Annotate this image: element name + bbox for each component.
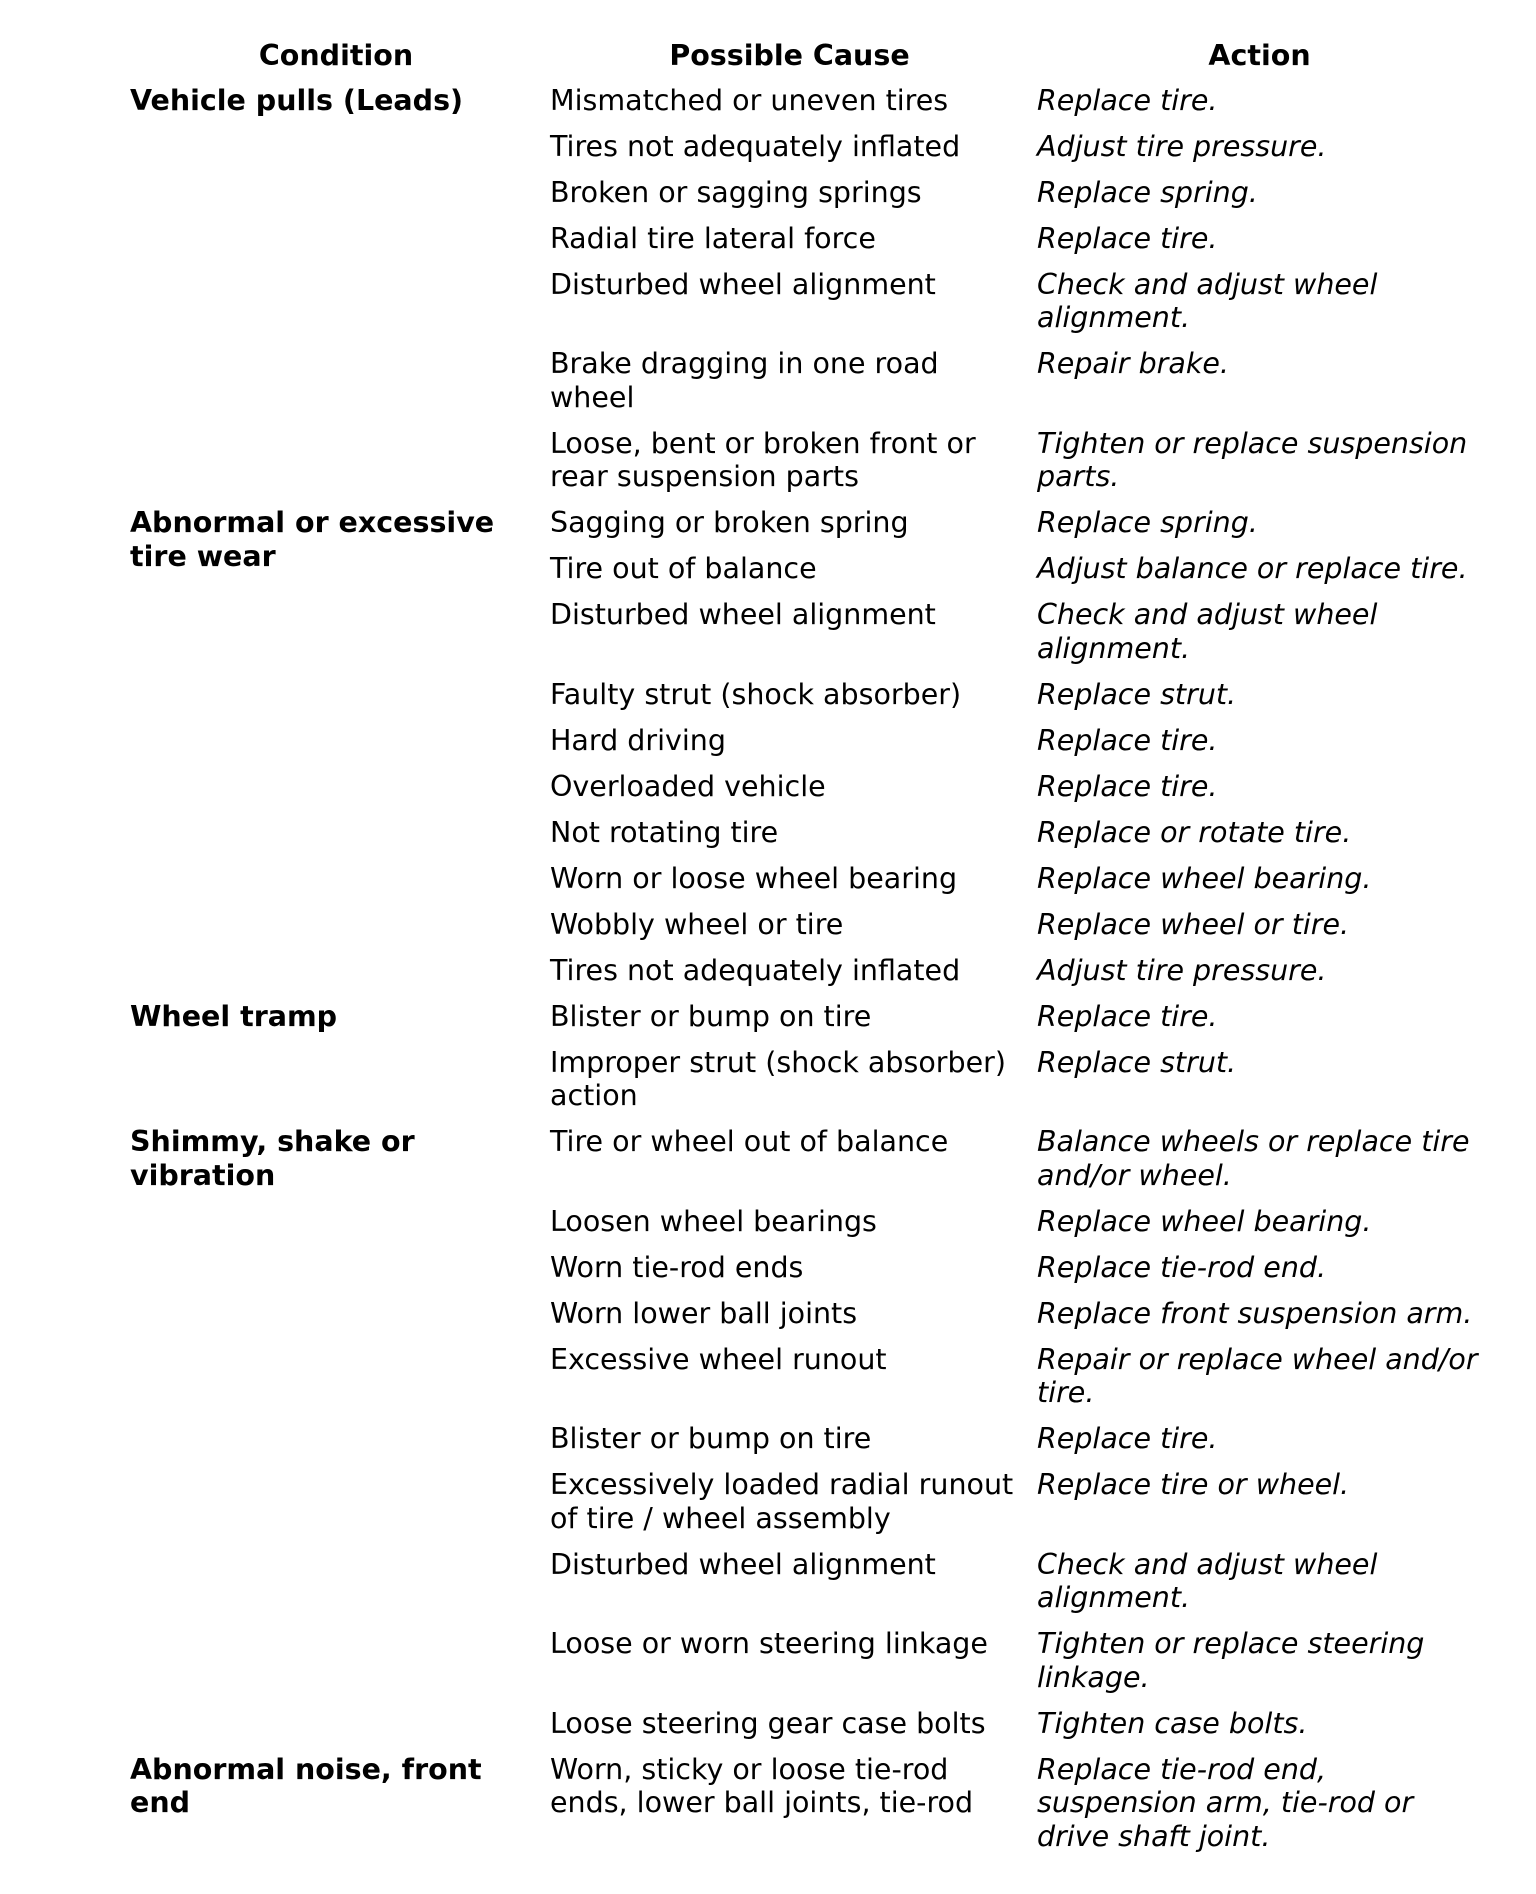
possible-cause-cell: Disturbed wheel alignment — [550, 267, 936, 301]
action-cell: Replace tie-rod end, suspension arm, tie-rod or drive shaft joint. — [1037, 1752, 1414, 1853]
possible-cause-cell: Loosen wheel bearings — [550, 1204, 877, 1238]
possible-cause-cell: Overloaded vehicle — [550, 769, 826, 803]
possible-cause-cell: Faulty strut (shock absorber) — [550, 677, 962, 711]
condition-cell: Vehicle pulls (Leads) — [130, 83, 464, 117]
table-body — [126, 84, 1486, 1866]
action-cell: Repair or replace wheel and/or tire. — [1037, 1342, 1478, 1409]
condition-cell: Shimmy, shake or vibration — [130, 1125, 415, 1192]
possible-cause-cell: Blister or bump on tire — [550, 999, 872, 1033]
possible-cause-cell: Disturbed wheel alignment — [550, 1547, 936, 1581]
possible-cause-cell: Loose, bent or broken front or rear suspension parts — [550, 426, 976, 493]
possible-cause-cell: Wobbly wheel or tire — [550, 907, 844, 941]
condition-cell: Wheel tramp — [130, 999, 338, 1033]
possible-cause-cell: Loose steering gear case bolts — [550, 1706, 986, 1740]
action-cell: Balance wheels or replace tire and/or wheel. — [1037, 1125, 1470, 1192]
action-cell: Tighten or replace steering linkage. — [1037, 1627, 1425, 1694]
action-cell: Replace or rotate tire. — [1037, 815, 1352, 849]
action-cell: Replace tire. — [1037, 723, 1218, 757]
possible-cause-cell: Tire or wheel out of balance — [550, 1125, 949, 1158]
action-cell: Check and adjust wheel alignment. — [1037, 1547, 1378, 1614]
action-cell: Replace wheel bearing. — [1037, 1204, 1372, 1238]
table-row — [126, 1125, 1486, 1205]
possible-cause-cell: Excessively loaded radial runout of tire / wheel assembly — [550, 1468, 1014, 1535]
possible-cause-cell: Worn tie-rod ends — [550, 1250, 804, 1284]
possible-cause-cell: Worn, sticky or loose tie-rod ends, lower ball joints, tie-rod — [550, 1752, 974, 1819]
action-cell: Replace tie-rod end. — [1037, 1250, 1327, 1284]
possible-cause-cell: Not rotating tire — [550, 815, 779, 849]
action-cell: Replace tire. — [1037, 999, 1218, 1033]
action-cell: Adjust tire pressure. — [1037, 129, 1327, 163]
header-action: Action — [1208, 39, 1311, 72]
action-cell: Tighten or replace suspension parts. — [1037, 426, 1468, 493]
possible-cause-cell: Disturbed wheel alignment — [550, 598, 936, 631]
header-condition: Condition — [258, 39, 414, 72]
action-cell: Replace tire. — [1037, 1422, 1218, 1455]
possible-cause-cell: Improper strut (shock absorber) action — [550, 1045, 1006, 1112]
possible-cause-cell: Hard driving — [550, 723, 726, 757]
table-row — [126, 1000, 1486, 1046]
possible-cause-cell: Sagging or broken spring — [550, 506, 909, 539]
action-cell: Replace wheel or tire. — [1037, 907, 1350, 941]
possible-cause-cell: Tires not adequately inflated — [550, 129, 961, 163]
table-header — [126, 34, 1486, 84]
action-cell: Replace front suspension arm. — [1037, 1296, 1473, 1330]
troubleshooting-table — [126, 34, 1486, 1866]
action-cell: Check and adjust wheel alignment. — [1037, 267, 1378, 334]
possible-cause-cell: Mismatched or uneven tires — [550, 83, 949, 117]
table-row — [126, 84, 1486, 130]
action-cell: Check and adjust wheel alignment. — [1037, 598, 1378, 665]
action-cell: Adjust balance or replace tire. — [1037, 552, 1468, 585]
possible-cause-cell: Loose or worn steering linkage — [550, 1627, 988, 1660]
possible-cause-cell: Tires not adequately inflated — [550, 953, 961, 987]
table-row — [126, 506, 1486, 552]
action-cell: Replace wheel bearing. — [1037, 861, 1372, 895]
action-cell: Replace tire. — [1037, 769, 1218, 803]
action-cell: Repair brake. — [1037, 347, 1229, 380]
possible-cause-cell: Radial tire lateral force — [550, 221, 876, 255]
possible-cause-cell: Brake dragging in one road wheel — [550, 347, 939, 414]
condition-cell: Abnormal or excessive tire wear — [130, 506, 495, 573]
action-cell: Replace spring. — [1037, 506, 1258, 539]
action-cell: Replace strut. — [1037, 677, 1237, 711]
possible-cause-cell: Worn lower ball joints — [550, 1296, 858, 1330]
possible-cause-cell: Tire out of balance — [550, 552, 817, 585]
action-cell: Adjust tire pressure. — [1037, 953, 1327, 987]
action-cell: Replace tire. — [1037, 221, 1218, 255]
action-cell: Replace strut. — [1037, 1045, 1237, 1079]
action-cell: Replace tire or wheel. — [1037, 1468, 1350, 1501]
possible-cause-cell: Excessive wheel runout — [550, 1342, 887, 1376]
header-row — [126, 34, 1486, 84]
possible-cause-cell: Blister or bump on tire — [550, 1422, 872, 1455]
possible-cause-cell: Broken or sagging springs — [550, 175, 922, 209]
table-row — [126, 1753, 1486, 1866]
action-cell: Replace spring. — [1037, 175, 1258, 209]
possible-cause-cell: Worn or loose wheel bearing — [550, 861, 958, 895]
condition-cell: Abnormal noise, front end — [130, 1752, 482, 1819]
action-cell: Tighten case bolts. — [1037, 1706, 1308, 1740]
header-possible-cause: Possible Cause — [669, 39, 910, 72]
action-cell: Replace tire. — [1037, 83, 1218, 117]
